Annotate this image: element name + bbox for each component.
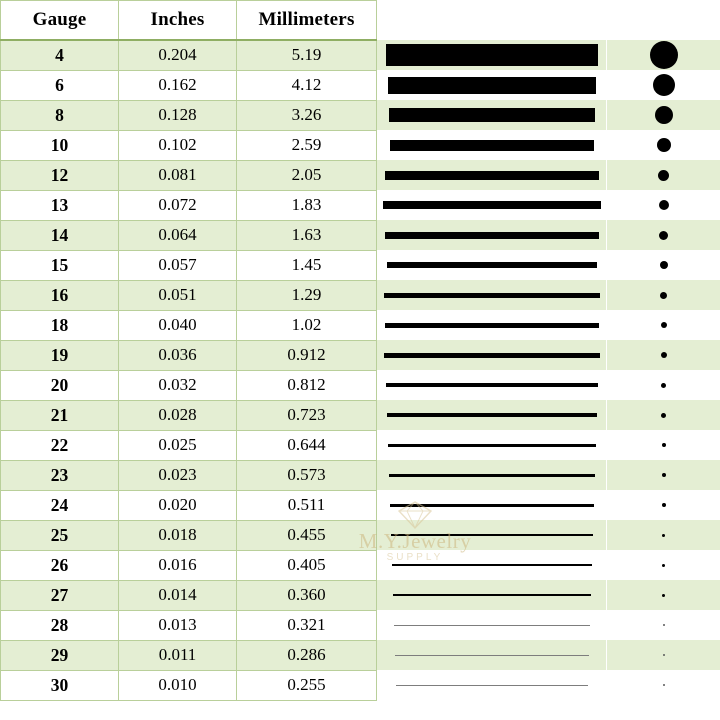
- thickness-bar: [387, 262, 597, 268]
- cell-diameter-dot: [607, 400, 720, 430]
- cell-millimeters: 0.321: [237, 610, 377, 640]
- cell-thickness-bar: [377, 370, 607, 400]
- cell-diameter-dot: [607, 40, 720, 70]
- table-row: [1, 490, 720, 520]
- diameter-dot: [655, 106, 673, 124]
- column-header-inches: Inches: [119, 1, 237, 41]
- cell-gauge: 22: [1, 430, 119, 460]
- cell-gauge: 29: [1, 640, 119, 670]
- thickness-bar: [390, 504, 594, 507]
- cell-diameter-dot: [607, 430, 720, 460]
- cell-diameter-dot: [607, 550, 720, 580]
- cell-millimeters: 1.29: [237, 280, 377, 310]
- diameter-dot: [662, 503, 666, 507]
- cell-inches: 0.020: [119, 490, 237, 520]
- cell-diameter-dot: [607, 610, 720, 640]
- cell-gauge: 18: [1, 310, 119, 340]
- thickness-bar: [388, 444, 596, 447]
- watermark-tagline: SUPPLY: [386, 552, 444, 564]
- cell-gauge: 10: [1, 130, 119, 160]
- cell-millimeters: 4.12: [237, 70, 377, 100]
- cell-thickness-bar: [377, 340, 607, 370]
- cell-diameter-dot: [607, 370, 720, 400]
- cell-thickness-bar: [377, 400, 607, 430]
- thickness-bar: [383, 201, 601, 209]
- cell-millimeters: 0.511: [237, 490, 377, 520]
- table-row: [1, 40, 720, 70]
- cell-thickness-bar: [377, 220, 607, 250]
- table-row: [1, 640, 720, 670]
- table-row: [1, 70, 720, 100]
- cell-thickness-bar: [377, 130, 607, 160]
- cell-thickness-bar: [377, 520, 607, 550]
- cell-gauge: 21: [1, 400, 119, 430]
- diameter-dot: [662, 443, 666, 447]
- thickness-bar: [387, 413, 597, 417]
- cell-inches: 0.011: [119, 640, 237, 670]
- cell-millimeters: 0.644: [237, 430, 377, 460]
- thickness-bar: [392, 564, 592, 566]
- diameter-dot: [661, 352, 667, 358]
- table-row: [1, 400, 720, 430]
- cell-thickness-bar: [377, 490, 607, 520]
- cell-inches: 0.051: [119, 280, 237, 310]
- cell-diameter-dot: [607, 190, 720, 220]
- thickness-bar: [384, 293, 600, 298]
- thickness-bar: [395, 655, 589, 656]
- cell-inches: 0.162: [119, 70, 237, 100]
- thickness-bar: [385, 171, 599, 180]
- cell-diameter-dot: [607, 490, 720, 520]
- cell-inches: 0.072: [119, 190, 237, 220]
- diameter-dot: [657, 138, 671, 152]
- thickness-bar: [391, 534, 593, 536]
- cell-inches: 0.023: [119, 460, 237, 490]
- thickness-bar: [396, 685, 588, 686]
- cell-gauge: 12: [1, 160, 119, 190]
- diameter-dot: [650, 41, 678, 69]
- diameter-dot: [661, 383, 666, 388]
- cell-gauge: 19: [1, 340, 119, 370]
- cell-millimeters: 2.05: [237, 160, 377, 190]
- cell-millimeters: 0.455: [237, 520, 377, 550]
- diameter-dot: [659, 200, 669, 210]
- cell-gauge: 28: [1, 610, 119, 640]
- cell-gauge: 14: [1, 220, 119, 250]
- diameter-dot: [653, 74, 675, 96]
- cell-gauge: 26: [1, 550, 119, 580]
- cell-diameter-dot: [607, 520, 720, 550]
- thickness-bar: [385, 232, 599, 239]
- table-row: [1, 250, 720, 280]
- table-row: [1, 190, 720, 220]
- cell-gauge: 25: [1, 520, 119, 550]
- cell-inches: 0.025: [119, 430, 237, 460]
- cell-millimeters: 1.63: [237, 220, 377, 250]
- table-row: [1, 670, 720, 700]
- column-header-millimeters: Millimeters: [237, 1, 377, 41]
- thickness-bar: [385, 323, 599, 328]
- diameter-dot: [660, 261, 668, 269]
- cell-diameter-dot: [607, 160, 720, 190]
- cell-thickness-bar: [377, 580, 607, 610]
- cell-inches: 0.010: [119, 670, 237, 700]
- cell-thickness-bar: [377, 310, 607, 340]
- column-header-gauge: Gauge: [1, 1, 119, 41]
- cell-gauge: 27: [1, 580, 119, 610]
- cell-gauge: 6: [1, 70, 119, 100]
- diameter-dot: [658, 170, 669, 181]
- diameter-dot: [662, 594, 665, 597]
- cell-thickness-bar: [377, 610, 607, 640]
- cell-thickness-bar: [377, 190, 607, 220]
- cell-diameter-dot: [607, 310, 720, 340]
- cell-gauge: 4: [1, 40, 119, 70]
- cell-diameter-dot: [607, 250, 720, 280]
- cell-millimeters: 2.59: [237, 130, 377, 160]
- cell-inches: 0.032: [119, 370, 237, 400]
- cell-millimeters: 0.255: [237, 670, 377, 700]
- thickness-bar: [388, 77, 596, 94]
- cell-millimeters: 1.02: [237, 310, 377, 340]
- cell-diameter-dot: [607, 580, 720, 610]
- cell-thickness-bar: [377, 70, 607, 100]
- table-row: [1, 460, 720, 490]
- diameter-dot: [662, 473, 666, 477]
- thickness-bar: [389, 474, 595, 477]
- table-row: [1, 220, 720, 250]
- cell-millimeters: 0.286: [237, 640, 377, 670]
- cell-millimeters: 1.83: [237, 190, 377, 220]
- cell-thickness-bar: [377, 670, 607, 700]
- cell-millimeters: 0.912: [237, 340, 377, 370]
- diameter-dot: [661, 322, 667, 328]
- cell-millimeters: 0.405: [237, 550, 377, 580]
- thickness-bar: [394, 625, 590, 626]
- cell-inches: 0.102: [119, 130, 237, 160]
- cell-thickness-bar: [377, 460, 607, 490]
- thickness-bar: [393, 594, 591, 596]
- cell-gauge: 24: [1, 490, 119, 520]
- column-header-thickness-swatch: [377, 1, 607, 41]
- table-row: [1, 550, 720, 580]
- cell-thickness-bar: [377, 640, 607, 670]
- table-row: [1, 130, 720, 160]
- cell-thickness-bar: [377, 550, 607, 580]
- column-header-diameter-swatch: [607, 1, 720, 41]
- cell-diameter-dot: [607, 70, 720, 100]
- cell-diameter-dot: [607, 220, 720, 250]
- cell-gauge: 16: [1, 280, 119, 310]
- diameter-dot: [660, 292, 667, 299]
- cell-thickness-bar: [377, 100, 607, 130]
- table-header-row: [1, 1, 720, 41]
- table-row: [1, 580, 720, 610]
- diameter-dot: [663, 684, 665, 686]
- cell-thickness-bar: [377, 430, 607, 460]
- cell-inches: 0.036: [119, 340, 237, 370]
- diameter-dot: [661, 413, 666, 418]
- cell-millimeters: 0.812: [237, 370, 377, 400]
- thickness-bar: [389, 108, 595, 122]
- thickness-bar: [390, 140, 594, 151]
- cell-gauge: 30: [1, 670, 119, 700]
- table-body: [1, 40, 720, 700]
- cell-diameter-dot: [607, 670, 720, 700]
- cell-inches: 0.204: [119, 40, 237, 70]
- cell-millimeters: 5.19: [237, 40, 377, 70]
- cell-diameter-dot: [607, 100, 720, 130]
- diameter-dot: [663, 624, 665, 626]
- diameter-dot: [659, 231, 668, 240]
- table-row: [1, 610, 720, 640]
- diameter-dot: [662, 534, 665, 537]
- cell-inches: 0.057: [119, 250, 237, 280]
- table-row: [1, 430, 720, 460]
- cell-inches: 0.028: [119, 400, 237, 430]
- cell-inches: 0.013: [119, 610, 237, 640]
- cell-gauge: 23: [1, 460, 119, 490]
- diameter-dot: [662, 564, 665, 567]
- cell-gauge: 13: [1, 190, 119, 220]
- cell-gauge: 15: [1, 250, 119, 280]
- table-row: [1, 310, 720, 340]
- cell-millimeters: 3.26: [237, 100, 377, 130]
- cell-gauge: 20: [1, 370, 119, 400]
- cell-inches: 0.064: [119, 220, 237, 250]
- table-row: [1, 340, 720, 370]
- diameter-dot: [663, 654, 665, 656]
- table-row: [1, 370, 720, 400]
- table-row: [1, 100, 720, 130]
- cell-millimeters: 0.360: [237, 580, 377, 610]
- cell-millimeters: 1.45: [237, 250, 377, 280]
- cell-diameter-dot: [607, 340, 720, 370]
- cell-diameter-dot: [607, 640, 720, 670]
- cell-inches: 0.128: [119, 100, 237, 130]
- cell-inches: 0.040: [119, 310, 237, 340]
- cell-inches: 0.018: [119, 520, 237, 550]
- cell-thickness-bar: [377, 40, 607, 70]
- thickness-bar: [386, 383, 598, 387]
- cell-millimeters: 0.573: [237, 460, 377, 490]
- thickness-bar: [384, 353, 600, 358]
- cell-diameter-dot: [607, 280, 720, 310]
- cell-thickness-bar: [377, 280, 607, 310]
- cell-gauge: 8: [1, 100, 119, 130]
- cell-inches: 0.014: [119, 580, 237, 610]
- cell-inches: 0.016: [119, 550, 237, 580]
- cell-thickness-bar: [377, 160, 607, 190]
- table-row: [1, 280, 720, 310]
- cell-inches: 0.081: [119, 160, 237, 190]
- watermark-brand: M.Y.Jewelry: [358, 529, 472, 553]
- table-header: [1, 1, 720, 41]
- table-row: [1, 160, 720, 190]
- cell-diameter-dot: [607, 460, 720, 490]
- cell-thickness-bar: [377, 250, 607, 280]
- table-row: [1, 520, 720, 550]
- cell-diameter-dot: [607, 130, 720, 160]
- thickness-bar: [386, 44, 598, 66]
- cell-millimeters: 0.723: [237, 400, 377, 430]
